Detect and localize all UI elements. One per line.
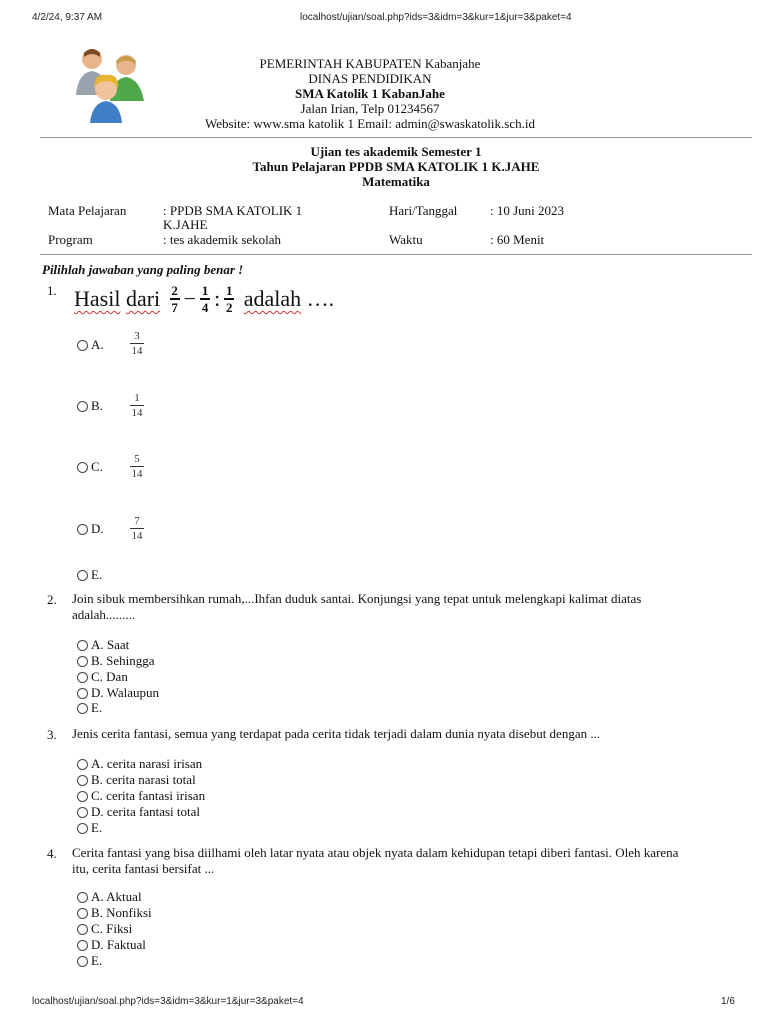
radio-button[interactable]	[77, 956, 88, 967]
question-number: 2.	[47, 592, 57, 607]
radio-button[interactable]	[77, 656, 88, 667]
print-url: localhost/ujian/soal.php?ids=3&idm=3&kur=1&jur=3&paket=4	[300, 12, 572, 23]
fraction: 5 14	[131, 453, 143, 480]
q4-option-a[interactable]: A. Aktual	[77, 889, 142, 905]
people-logo-icon	[72, 45, 150, 125]
fraction: 1 14	[131, 392, 143, 419]
q2-option-c[interactable]: C. Dan	[77, 669, 128, 685]
q3-option-d[interactable]: D. cerita fantasi total	[77, 804, 200, 820]
q1-option-c[interactable]: C.	[77, 459, 103, 475]
q3-option-c[interactable]: C. cerita fantasi irisan	[77, 788, 205, 804]
fraction: $\frac{2}{7}$	[171, 283, 178, 315]
meta-program-label: Program	[48, 232, 93, 247]
q3-option-e[interactable]: E.	[77, 820, 102, 836]
radio-button[interactable]	[77, 908, 88, 919]
instruction: Pilihlah jawaban yang paling benar !	[42, 262, 244, 277]
meta-mapel-value: : PPDB SMA KATOLIK 1 K.JAHE	[163, 203, 303, 232]
q4-option-e[interactable]: E.	[77, 953, 102, 969]
meta-program-value: : tes akademik sekolah	[163, 232, 282, 247]
radio-button[interactable]	[77, 340, 88, 351]
radio-button[interactable]	[77, 703, 88, 714]
school-website: Website: www.sma katolik 1 Email: admin@swaskatolik.sch.id	[205, 116, 535, 131]
q1-option-d[interactable]: D.	[77, 521, 104, 537]
school-name: SMA Katolik 1 KabanJahe	[295, 86, 445, 101]
school-gov-line: PEMERINTAH KABUPATEN Kabanjahe	[259, 56, 481, 71]
meta-waktu-label: Waktu	[389, 232, 423, 247]
radio-button[interactable]	[77, 807, 88, 818]
radio-button[interactable]	[77, 672, 88, 683]
radio-button[interactable]	[77, 640, 88, 651]
question-3-text: Jenis cerita fantasi, semua yang terdapat pada cerita tidak terjadi dalam dunia nyata disebut dengan ...	[72, 726, 601, 741]
radio-button[interactable]	[77, 940, 88, 951]
meta-hari-label: Hari/Tanggal	[389, 203, 458, 218]
q3-option-b[interactable]: B. cerita narasi total	[77, 772, 196, 788]
meta-waktu-value: : 60 Menit	[490, 232, 545, 247]
divider	[40, 254, 752, 255]
fraction: $\frac{1}{2}$	[225, 283, 233, 315]
q4-option-c[interactable]: C. Fiksi	[77, 921, 132, 937]
radio-button[interactable]	[77, 570, 88, 581]
question-2-text: Join sibuk membersihkan rumah,...Ihfan duduk santai. Konjungsi yang tepat untuk melengkapi kalimat diatas adalah.........	[72, 591, 642, 622]
radio-button[interactable]	[77, 775, 88, 786]
q2-option-d[interactable]: D. Walaupun	[77, 685, 159, 701]
q2-option-b[interactable]: B. Sehingga	[77, 653, 155, 669]
exam-title-line1: Ujian tes akademik Semester 1	[310, 144, 482, 159]
fraction: 3 14	[131, 330, 143, 357]
radio-button[interactable]	[77, 688, 88, 699]
question-1-image: Hasil dari $\frac{2}{7}$ − $\frac{1}{4}$ : $\frac{1}{2}$ adalah ….	[74, 283, 335, 315]
radio-button[interactable]	[77, 924, 88, 935]
school-dept-line: DINAS PENDIDIKAN	[308, 71, 432, 86]
radio-button[interactable]	[77, 462, 88, 473]
radio-button[interactable]	[77, 759, 88, 770]
question-number: 3.	[47, 727, 57, 742]
q1-option-a[interactable]: A.	[77, 337, 104, 353]
radio-button[interactable]	[77, 791, 88, 802]
question-number: 1.	[47, 283, 57, 298]
fraction: 7 14	[131, 515, 143, 542]
radio-button[interactable]	[77, 823, 88, 834]
radio-button[interactable]	[77, 524, 88, 535]
divider	[40, 137, 752, 138]
q1-option-b[interactable]: B.	[77, 398, 103, 414]
q2-option-a[interactable]: A. Saat	[77, 637, 129, 653]
fraction: $\frac{1}{4}$	[201, 283, 209, 315]
q4-option-b[interactable]: B. Nonfiksi	[77, 905, 152, 921]
radio-button[interactable]	[77, 892, 88, 903]
q1-option-e[interactable]: E.	[77, 567, 102, 583]
q2-option-e[interactable]: E.	[77, 700, 102, 716]
radio-button[interactable]	[77, 401, 88, 412]
print-footer-url: localhost/ujian/soal.php?ids=3&idm=3&kur=1&jur=3&paket=4	[32, 996, 304, 1007]
question-number: 4.	[47, 846, 57, 861]
exam-subject: Matematika	[362, 174, 430, 189]
school-address: Jalan Irian, Telp 01234567	[300, 101, 440, 116]
print-datetime: 4/2/24, 9:37 AM	[32, 12, 103, 23]
meta-hari-value: : 10 Juni 2023	[490, 203, 565, 218]
print-page-number: 1/6	[721, 996, 735, 1007]
question-4-text: Cerita fantasi yang bisa diilhami oleh latar nyata atau objek nyata dalam kehidupan tetapi diberi fantasi. Oleh karena itu, cerita fantasi bersifat ...	[72, 845, 679, 876]
meta-mapel-label: Mata Pelajaran	[48, 203, 127, 218]
exam-title-line2: Tahun Pelajaran PPDB SMA KATOLIK 1 K.JAHE	[252, 159, 540, 174]
q3-option-a[interactable]: A. cerita narasi irisan	[77, 756, 202, 772]
q4-option-d[interactable]: D. Faktual	[77, 937, 146, 953]
